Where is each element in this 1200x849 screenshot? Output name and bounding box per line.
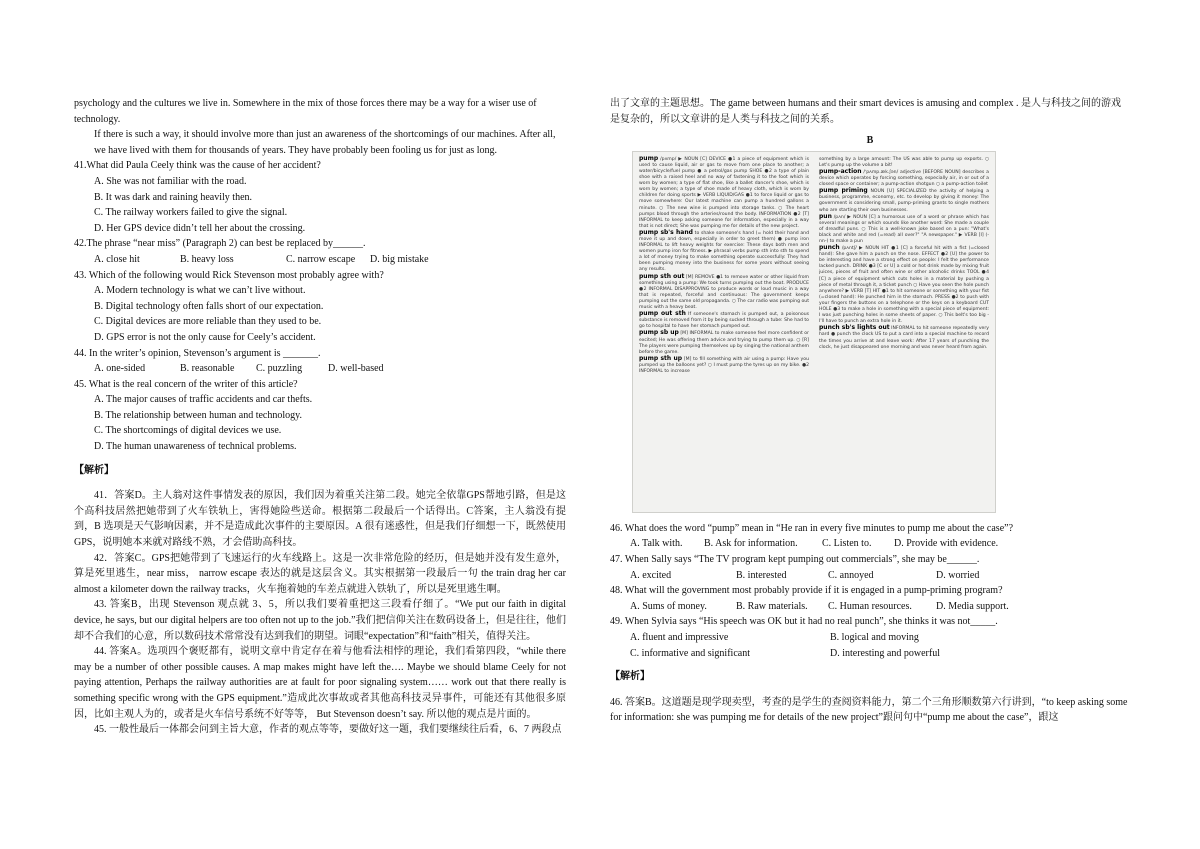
q42-options: [74, 252, 566, 268]
q45-option-b: B. The relationship between human and technology.: [94, 409, 303, 421]
q47-stem: 47. When Sally says “The TV program kept pumping out commercials”, she may be______.: [610, 553, 980, 565]
q47-option-b: B. interested: [736, 569, 787, 581]
dict-definition: [M] to fill something with air using a pump: Have you pumped up the balloons yet? ○ I must pump the tyres up on my bike. ●2 INFORMAL to increase: [639, 356, 809, 374]
dict-headword: pump priming: [819, 187, 868, 195]
dict-headword: pump out sth: [639, 310, 686, 318]
q43-option-d: D. GPS error is not the only cause for Ceely’s accident.: [94, 331, 316, 343]
dict-entry: [819, 325, 989, 350]
dict-definition: /pʌntʃ/ ▶ NOUN HIT ●1 [C] a forceful hit with a fist (=closed hand): She gave him a punch on the nose. EFFECT ●2 [U] the power to be interesting and have a strong effect on people: I felt the performance lacked punch. DRINK ●3 [C or U] a cold or hot drink made by mixing fruit juices, pieces of fruit and often wine or other alcoholic drinks TOOL ●4 [C] a piece of equipment which cuts holes in a material by pushing a piece of metal through it, a ticket punch ○ Have you seen the hole punch anywhere? ▶ VERB [T] HIT ●1 to hit someone or something with your fist (=closed hand): He punched him in the stomach. PRESS ●2 to push with your fingers the buttons on a telephone or the keys on a keyboard CUT HOLE ●3 to make a hole in something with a special piece of equipment: I was just punching holes in some sheets of paper. ○ This belt's too big - I'll have to punch an extra hole in it.: [819, 246, 989, 325]
q43-option-c: C. Digital devices are more reliable than they used to be.: [94, 316, 322, 328]
dict-entry: [639, 230, 809, 274]
q41-option-b: B. It was dark and raining heavily then.: [94, 191, 253, 203]
continued-paragraph: 出了文章的主题思想。The game between humans and their smart devices is amusing and complex . 是人与科技之间的游戏是复杂的，所以文章讲的是人类与科技之间的关系。: [610, 98, 1122, 125]
dict-definition: something by a large amount: The US was able to pump up exports. ○ Let's pump up the volume a bit!: [819, 156, 989, 168]
q41-option-c: C. The railway workers failed to give the signal.: [94, 207, 288, 219]
q46-option-c: C. Listen to.: [822, 538, 872, 550]
intro-paragraph-1: psychology and the cultures we live in. Somewhere in the mix of those forces there may be a way for a wiser use of technology.: [74, 98, 537, 125]
q47-options: [610, 568, 1130, 584]
q44-option-c: C. puzzling: [256, 363, 303, 375]
q44-option-d: D. well-based: [328, 363, 384, 375]
answer-45: 45. 一般性最后一体都会问到主旨大意，作者的观点等等，要做好这一题，我们要继续往后看，6、7 两段点: [94, 724, 562, 736]
q47-option-a: A. excited: [630, 569, 672, 581]
q44-option-a: A. one-sided: [94, 363, 146, 375]
dict-headword: pun: [819, 212, 832, 220]
q46-options: [610, 536, 1130, 552]
dict-definition: NOUN [U] SPECIALIZED the activity of helping a business, programme, economy, etc. to develop by giving it money: The government is considering small, pump-priming grants to single mothers who are starting their own businesses.: [819, 189, 989, 213]
dict-entry: [639, 311, 809, 330]
q43-stem: 43. Which of the following would Rick Stevenson most probably agree with?: [74, 269, 384, 281]
q43-option-a: A. Modern technology is what we can’t live without.: [94, 285, 306, 297]
q45-option-d: D. The human unawareness of technical problems.: [94, 441, 297, 453]
analysis-heading: 【解析】: [74, 464, 114, 476]
q48-options: [610, 599, 1130, 615]
q42-option-c: C. narrow escape: [286, 253, 356, 265]
q45-stem: 45. What is the real concern of the writer of this article?: [74, 378, 298, 390]
dict-headword: punch sb's lights out: [819, 324, 890, 332]
q42-option-a: A. close hit: [94, 253, 140, 265]
dict-headword: pump sth out: [639, 272, 685, 280]
dict-definition: [M] REMOVE ●1 to remove water or other liquid from something using a pump: We took turns pumping out the boat. PRODUCE ●2 INFORMAL DISAPPROVING to produce words or loud music in a way that is repeated, forceful and continuous: The government keeps pumping out the same old propaganda. ○ The car radio was pumping out music with a heavy beat.: [639, 274, 809, 311]
dict-definition: /pʌmp/ ▶ NOUN [C] DEVICE ●1 a piece of equipment which is used to cause liquid, air or gas to move from one place to another; a water/bicycle/fuel pump ● a petrol/gas pump SHOE ●2 a type of plain shoe with a raised heel and no way of fastening it to the foot which is worn by women; a type of flat shoe, like a ballet dancer's shoe, which is worn by women; a type of shoe made of heavy cloth, which is worn by children for doing sports ▶ VERB LIQUID/GAS ●1 to force liquid or gas to move somewhere: Our latest machine can pump a hundred gallons a minute. ○ The new wine is pumped into storage tanks. ○ The heart pumps blood through the arteries/round the body. INFORMATION ●2 [T] INFORMAL to keep asking someone for information, especially in a way that is not direct; She was pumping me for details of the new project.: [639, 156, 809, 229]
q44-options: [74, 361, 566, 377]
q47-option-d: D. worried: [936, 569, 980, 581]
q42-option-d: D. big mistake: [370, 253, 429, 265]
q45-option-c: C. The shortcomings of digital devices we use.: [94, 425, 282, 437]
dict-headword: pump sb up: [639, 329, 679, 337]
q46-option-b: B. Ask for information.: [704, 538, 798, 550]
q48-option-a: A. Sums of money.: [630, 600, 707, 612]
left-column: [74, 96, 566, 738]
q42-stem: 42.The phrase “near miss” (Paragraph 2) can best be replaced by______.: [74, 238, 366, 250]
dictionary-right-column: [819, 156, 989, 508]
q47-option-c: C. annoyed: [828, 569, 874, 581]
analysis-heading-right: 【解析】: [610, 671, 650, 683]
q46-option-d: D. Provide with evidence.: [894, 538, 999, 550]
q46-option-a: A. Talk with.: [630, 538, 683, 550]
q48-stem: 48. What will the government most probably provide if it is engaged in a pump-priming program?: [610, 585, 1003, 597]
answer-42: 42．答案C。GPS把她带到了飞速运行的火车线路上。这是一次非常危险的经历，但是她并没有发生意外，算是死里逃生，near miss， narrow escape 表达的就是这层含义。其实根据第一段最后一句 the train drag her car almost a kilometer down the railway tracks，火车拖着她的车差点就进入铁轨了，所以是死里逃生啊。: [74, 552, 566, 595]
q48-option-b: B. Raw materials.: [736, 600, 808, 612]
dict-entry: [639, 274, 809, 312]
dict-headword: pump sth up: [639, 354, 683, 362]
q49-option-a: A. fluent and impressive: [630, 631, 729, 643]
dict-definition: INFORMAL to hit someone repeatedly very hard ● punch the clock US to put a card into a special machine to record the times you arrive at and leave work: After 17 years of punching the clock, he just disappeared one morning and was never heard from again.: [819, 326, 989, 350]
q42-option-b: B. heavy loss: [180, 253, 234, 265]
dict-entry: [819, 245, 989, 325]
dict-headword: pump: [639, 155, 659, 162]
dict-entry: [819, 214, 989, 245]
dict-definition: If someone's stomach is pumped out, a poisonous substance is removed from it by being sucked through a tube: She had to go to hospital to have her stomach pumped out.: [639, 312, 809, 330]
right-column: [610, 96, 1130, 726]
dict-entry: [639, 156, 809, 230]
intro-paragraph-2: If there is such a way, it should involve more than just an awareness of the shortcomings of our machines. After all, we have lived with them for thousands of years. They have probably been fooling us for just as long.: [94, 129, 556, 156]
dictionary-image: [632, 151, 996, 513]
dict-entry: [639, 330, 809, 355]
q49-option-d: D. interesting and powerful: [830, 647, 940, 659]
dict-definition: /pʌn/ ▶ NOUN [C] a humorous use of a word or phrase which has several meanings or which sounds like another word: She made a couple of dreadful puns. ○ This is a well-known joke based on a pun: "What's black and white and red (=read) all over?" "A newspaper." ▶ VERB [I] (-nn-) to make a pun: [819, 214, 989, 244]
dict-headword: pump-action: [819, 167, 862, 175]
q43-option-b: B. Digital technology often falls short of our expectation.: [94, 300, 324, 312]
q41-option-a: A. She was not familiar with the road.: [94, 175, 247, 187]
q44-stem: 44. In the writer’s opinion, Stevenson’s argument is _______.: [74, 347, 321, 359]
q48-option-c: C. Human resources.: [828, 600, 912, 612]
dictionary-left-column: [639, 156, 809, 508]
q49-option-b: B. logical and moving: [830, 631, 919, 643]
q49-option-c: C. informative and significant: [630, 647, 750, 659]
answer-46: 46. 答案B。这道题是现学现卖型，考查的是学生的查阅资料能力，第二个三角形顺数第六行讲到，“to keep asking some for information: she was pumping me for details of the new project”跟问句中“pump me about the case”，跟这: [610, 696, 1128, 724]
dict-headword: punch: [819, 244, 840, 252]
section-b-label: B: [866, 135, 874, 147]
dict-definition: /ˈpʌmp.æk.ʃən/ adjective [BEFORE NOUN] describes a device which operates by forcing something, especially air, in or out of a closed space or container; a pump-action shotgun ○ a pump-action toilet: [819, 169, 989, 188]
dict-headword: pump sb's hand: [639, 228, 693, 236]
dict-definition: to shake someone's hand (= hold their hand and move it up and down, especially in order to greet them) ● pump iron INFORMAL to lift heavy weights for exercise: These days both men and women pump iron for fitness. ▶ phrasal verbs pump sth into sth to spend a lot of money trying to make something operate successfully: They had been pumping money into the business for some years without seeing any results.: [639, 230, 809, 273]
answer-41: 41．答案D。主人翁对这件事情发表的原因，我们因为着重关注第二段。她完全依靠GPS帮地引路，但是这个高科技居然把她带到了火车铁轨上，害得她险些送命。根据第二段最后一个话得出。C答案，主人翁没有提到，B 选项是天气影响因素，并不是造成此次事件的主要原因。A 很有迷惑性，但是我们仔细想一下，既然使用GPS，说明她本来就对路线不熟，才会借助高科技。: [74, 490, 566, 549]
q49-options: [610, 630, 1130, 661]
answer-44: 44. 答案A。选项四个褒贬都有，说明文章中肯定存在着与他看法相悖的理论，我们看第四段，“while there may be a number of other possible causes. A map makes might have left the…. Maybe we should blame Ceely for not paying attention, Perhaps the railway authorities are at fault for poor signaling system…… work out that there really is something specific wrong with the GPS equipment.”造成此次事故或者其他高科技灵异事件，可能还有其他很多原因，比如主观人为的，或者是火车信号系统不好等等， But Stevenson doesn’t say. 所以他的观点是片面的。: [74, 646, 566, 720]
dict-entry: [639, 356, 809, 375]
q46-stem: 46. What does the word “pump” mean in “He ran in every five minutes to pump me about the case”?: [610, 522, 1014, 534]
q44-option-b: B. reasonable: [180, 363, 235, 375]
q41-stem: 41.What did Paula Ceely think was the cause of her accident?: [74, 160, 321, 172]
answer-43: 43. 答案B，出现 Stevenson 观点就 3、5，所以我们要着重把这三段看仔细了。“We put our faith in digital device, he says, but our digital helpers are too often not up to the job.”我们把信仰关注在数码设备上，但是往往，他们却不合我们的心意，所以数码技术常常没有达到我们的期望。词眼“expectation”和“faith”相关，值得关注。: [74, 599, 566, 642]
q48-option-d: D. Media support.: [936, 600, 1009, 612]
dict-definition: [M] INFORMAL to make someone feel more confident or excited; He was offering them advice and trying to pump them up. ○ [R] The players were pumping themselves up by singing the national anthem before the game.: [639, 331, 809, 355]
dict-entry: [819, 188, 989, 213]
q49-stem: 49. When Sylvia says “His speech was OK but it had no real punch”, she thinks it was not_____.: [610, 616, 998, 628]
dict-entry: [819, 169, 989, 188]
q45-option-a: A. The major causes of traffic accidents and car thefts.: [94, 394, 313, 406]
q41-option-d: D. Her GPS device didn’t tell her about the crossing.: [94, 222, 306, 234]
